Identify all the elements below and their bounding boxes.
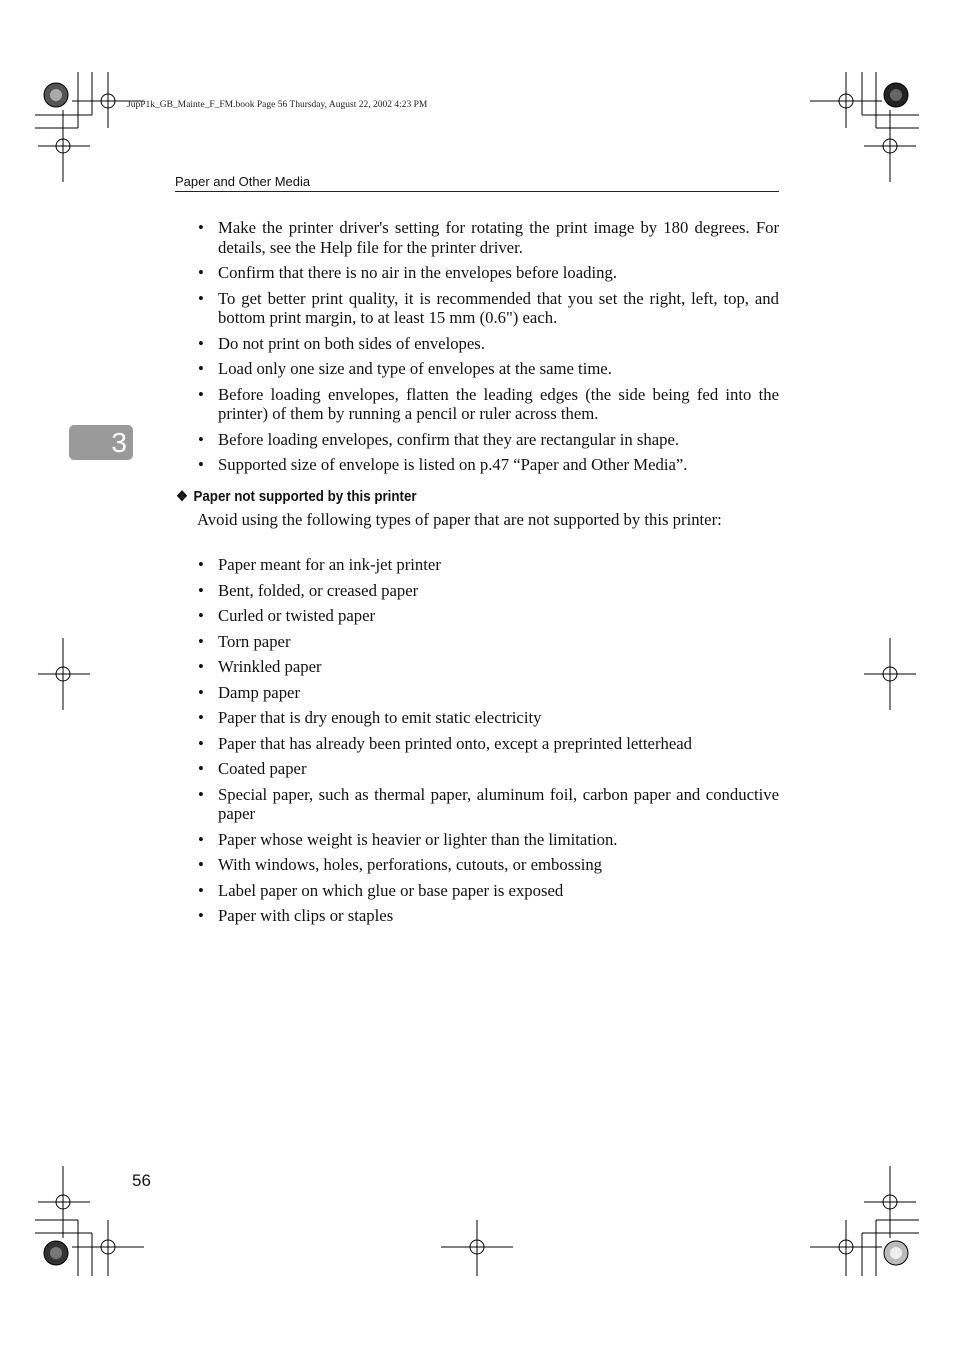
- list-item: • Special paper, such as thermal paper, aluminum foil, carbon paper and conductive paper: [197, 785, 779, 824]
- unsupported-paper-list: [197, 555, 779, 932]
- list-item: • Make the printer driver's setting for rotating the print image by 180 degrees. For details, see the Help file for the printer driver.: [197, 218, 779, 257]
- list-item: • With windows, holes, perforations, cutouts, or embossing: [197, 855, 779, 875]
- list-item: • Paper meant for an ink-jet printer: [197, 555, 779, 575]
- section-title: Paper not supported by this printer: [193, 489, 417, 505]
- list-item: • Before loading envelopes, confirm that they are rectangular in shape.: [197, 430, 779, 450]
- list-item: • Paper whose weight is heavier or lighter than the limitation.: [197, 830, 779, 850]
- section-intro: Avoid using the following types of paper that are not supported by this printer:: [197, 510, 722, 529]
- chapter-tab: 3: [69, 425, 133, 460]
- diamond-icon: ❖: [176, 489, 188, 505]
- print-info-line: JupP1k_GB_Mainte_F_FM.book Page 56 Thursday, August 22, 2002 4:23 PM: [127, 100, 428, 110]
- list-item: • Torn paper: [197, 632, 779, 652]
- list-item: • Bent, folded, or creased paper: [197, 581, 779, 601]
- running-header: Paper and Other Media: [175, 174, 779, 192]
- envelope-tips-list: [197, 218, 779, 481]
- list-item: • Paper that is dry enough to emit static electricity: [197, 708, 779, 728]
- list-item: • Wrinkled paper: [197, 657, 779, 677]
- page-number: 56: [132, 1171, 151, 1190]
- list-item: • Paper that has already been printed onto, except a preprinted letterhead: [197, 734, 779, 754]
- list-item: • Coated paper: [197, 759, 779, 779]
- list-item: • Do not print on both sides of envelopes.: [197, 334, 779, 354]
- list-item: • Confirm that there is no air in the envelopes before loading.: [197, 263, 779, 283]
- list-item: • To get better print quality, it is recommended that you set the right, left, top, and bottom print margin, to at least 15 mm (0.6") each.: [197, 289, 779, 328]
- list-item: • Load only one size and type of envelopes at the same time.: [197, 359, 779, 379]
- list-item: • Label paper on which glue or base paper is exposed: [197, 881, 779, 901]
- list-item: • Paper with clips or staples: [197, 906, 779, 926]
- list-item: • Damp paper: [197, 683, 779, 703]
- list-item: • Curled or twisted paper: [197, 606, 779, 626]
- section-heading: [176, 489, 417, 505]
- list-item: • Before loading envelopes, flatten the leading edges (the side being fed into the printer) of them by running a pencil or ruler across them.: [197, 385, 779, 424]
- list-item: • Supported size of envelope is listed on p.47 “Paper and Other Media”.: [197, 455, 779, 475]
